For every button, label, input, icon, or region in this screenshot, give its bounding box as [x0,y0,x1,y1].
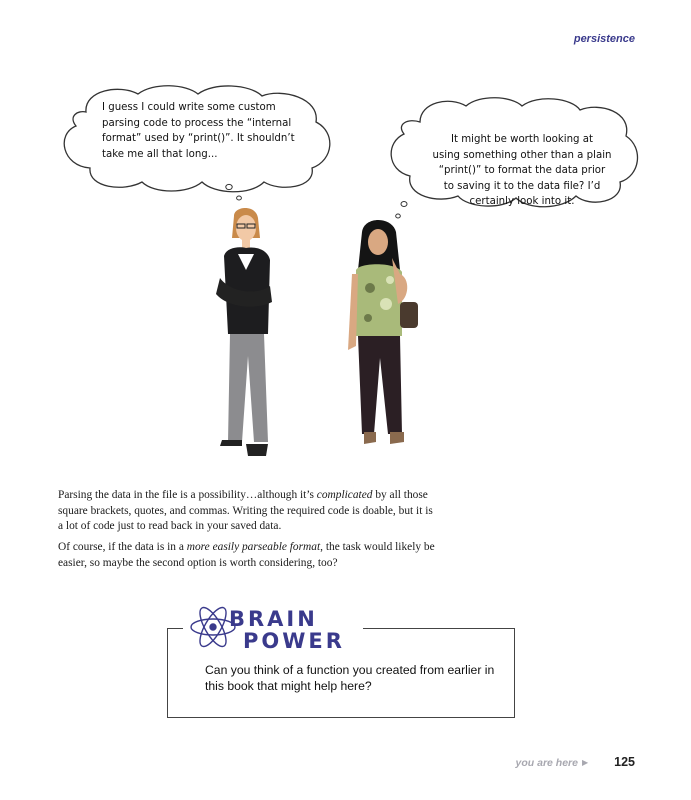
page-number: 125 [614,755,635,769]
brain-power-line2: POWER [243,629,345,653]
brain-power-line1: BRAIN [229,607,318,631]
body-paragraph-2: Of course, if the data is in a more easily parseable format, the task would likely be easier, so maybe the second option is worth considering, too? [58,541,435,569]
thought-bubble-right [388,96,636,220]
section-title: persistence [573,33,635,45]
brain-power-question: Can you think of a function you created from earlier in this book that might help here? [205,663,495,693]
thought-bubble-left [58,84,334,208]
brain-power-logo [183,601,363,653]
page-footer [516,753,635,771]
you-are-here-label: you are here [515,757,578,769]
body-paragraph-1: Parsing the data in the file is a possibility…although it’s complicated by all those square brackets, quotes, and commas. Writing the required code is doable, but it is a lot of code just to read back in your saved data. [58,489,433,533]
person-right-illustration [340,218,424,452]
bubble-left-text: I guess I could write some custom parsing code to process the “internal format” used by “print()”. It shouldn’t take me all that long... [102,102,295,160]
person-left-illustration [208,206,282,462]
bubble-right-text: It might be worth looking at using something other than a plain “print()” to format the data prior to saving it to the data file? I’d certainly look into it. [432,134,612,207]
arrow-right-icon: ▶ [581,758,589,767]
